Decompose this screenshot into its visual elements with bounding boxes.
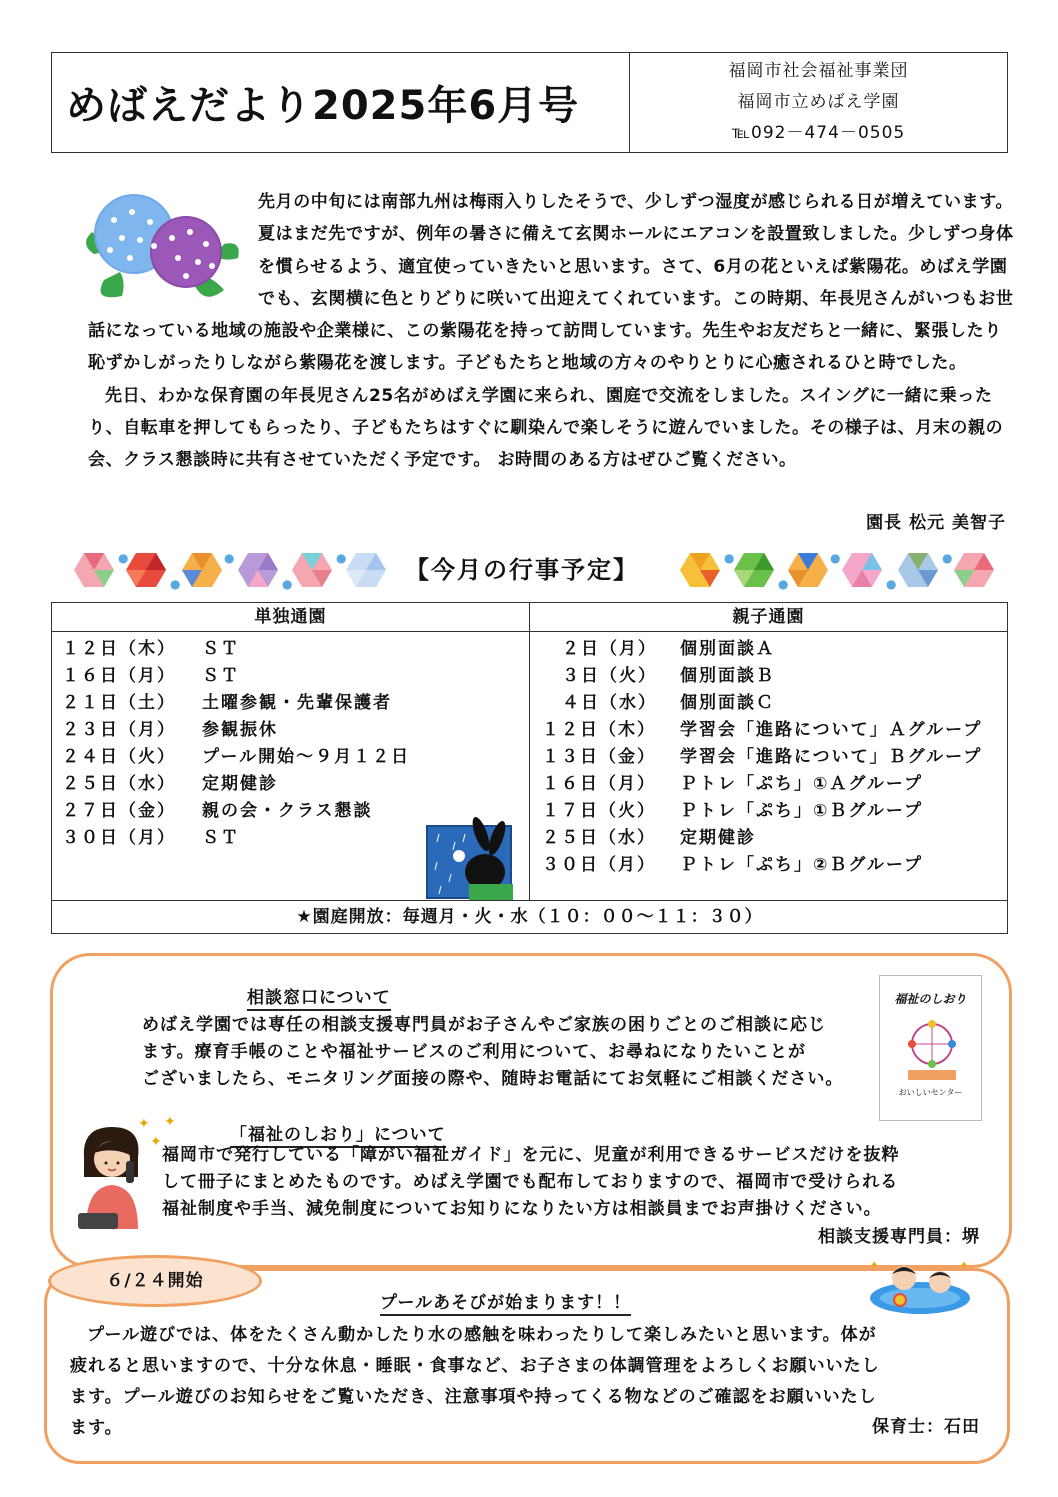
schedule-row: [530, 636, 1007, 663]
svg-text:●: ●: [724, 551, 735, 565]
event-name: 学習会「進路について」Ｂグループ: [680, 747, 983, 767]
svg-text:●: ●: [886, 577, 897, 591]
schedule-row: [52, 744, 529, 771]
svg-text:✦: ✦: [870, 1260, 879, 1271]
intro-paragraph-1: 先月の中旬には南部九州は梅雨入りしたそうで、少しずつ湿度が感じられる日が増えています。夏はまだ先ですが、例年の暑さに備えて玄関ホールにエアコンを設置致しました。少しずつ身体を慣らせるよう、適宜使っていきたいと思います。さて、6月の花といえば紫陽花。めばえ学園でも、玄関横に色とりどりに咲いて出迎えてくれています。この時期、年長児さんがいつもお世話になっている地域の施設や企業様に、この紫陽花を持って訪問しています。先生やお友だちと一緒に、緊張したり恥ずかしがったりしながら紫陽花を渡します。子どもたちと地域の方々のやりとりに心癒されるひと時でした。: [88, 192, 1014, 374]
event-name: 参観振休: [202, 720, 278, 740]
pool-heading: プールあそびが始まります！！: [380, 1288, 631, 1316]
schedule-row: [530, 825, 1007, 852]
event-name: 個別面談Ａ: [680, 639, 775, 659]
intro-section: [88, 186, 1018, 477]
event-date: ２４日（火）: [62, 747, 176, 767]
schedule-row: [530, 744, 1007, 771]
welfare-guide-text: [162, 1142, 992, 1223]
director-signature: 園長 松元 美智子: [866, 513, 1006, 533]
newsletter-title: めばえだより2025年6月号: [52, 53, 630, 152]
event-date: １２日（木）: [542, 720, 656, 740]
event-name: 個別面談Ｃ: [680, 693, 775, 713]
event-date: １６日（月）: [62, 666, 176, 686]
schedule-row: [530, 663, 1007, 690]
guide-line: 福岡市で発行している「障がい福祉ガイド」を元に、児童が利用できるサービスだけを抜粋: [162, 1145, 900, 1165]
facility-name: 福岡市立めばえ学園: [737, 92, 900, 112]
hexagon-decoration-right: [678, 548, 1000, 592]
guide-line: して冊子にまとめたものです。めばえ学園でも配布しておりますので、福岡市で受けられる: [162, 1172, 899, 1192]
event-date: ２７日（金）: [62, 801, 176, 821]
consultation-line: めばえ学園では専任の相談支援専門員がお子さんやご家族の困りごとのご相談に応じ: [142, 1015, 826, 1035]
pool-line: ます。プール遊びのお知らせをご覧いただき、注意事項や持ってくる物などのご確認をお願いいたし: [70, 1387, 877, 1407]
start-date-badge: ６/２４開始: [48, 1255, 262, 1307]
event-date: １７日（火）: [542, 801, 656, 821]
event-date: ２５日（水）: [542, 828, 656, 848]
event-name: 親の会・クラス懇談: [202, 801, 373, 821]
event-name: 土曜参観・先輩保護者: [202, 693, 392, 713]
events-schedule-table: [51, 602, 1008, 934]
schedule-row: [530, 771, 1007, 798]
garden-open-notice: ★園庭開放：毎週月・火・水（１０：００～１１：３０）: [52, 900, 1007, 933]
consultation-text: [142, 1012, 882, 1093]
schedule-row: [530, 798, 1007, 825]
event-name: 個別面談Ｂ: [680, 666, 775, 686]
event-date: １６日（月）: [542, 774, 656, 794]
consultation-line: ございましたら、モニタリング面接の際や、随時お電話にてお気軽にご相談ください。: [142, 1069, 844, 1089]
pool-line: プール遊びでは、体をたくさん動かしたり水の感触を味わったりして楽しみたいと思います。体が: [87, 1325, 877, 1345]
rabbit-rain-icon: [425, 812, 521, 900]
svg-text:✦: ✦: [960, 1260, 969, 1271]
event-date: １３日（金）: [542, 747, 656, 767]
event-name: Ｐトレ「ぷち」①Ａグループ: [680, 774, 924, 794]
svg-text:●: ●: [170, 577, 181, 591]
welfare-booklet-cover: [879, 975, 982, 1121]
schedule-row: [52, 771, 529, 798]
event-name: Ｐトレ「ぷち」①Ｂグループ: [680, 801, 924, 821]
consultation-line: ます。療育手帳のことや福祉サービスのご利用について、お尋ねになりたいことが: [142, 1042, 806, 1062]
events-title: 【今月の行事予定】: [405, 556, 639, 584]
kids-swimming-icon: [866, 1254, 974, 1316]
pool-text: [70, 1320, 1000, 1444]
event-date: ２５日（水）: [62, 774, 176, 794]
schedule-row: [52, 663, 529, 690]
pool-line: 疲れると思いますので、十分な休息・睡眠・食事など、お子さまの体調管理をよろしくお願いいたし: [70, 1356, 880, 1376]
svg-text:●: ●: [118, 551, 129, 565]
schedule-row: [52, 717, 529, 744]
sparkle-icon: ✦: [164, 1114, 176, 1130]
org-name: 福岡市社会福祉事業団: [728, 61, 909, 81]
event-name: Ｐトレ「ぷち」②Ｂグループ: [680, 855, 924, 875]
parent-child-attendance-column: [530, 603, 1007, 901]
svg-text:●: ●: [336, 551, 347, 565]
event-name: 学習会「進路について」Ａグループ: [680, 720, 983, 740]
consultation-heading: 相談窓口について: [247, 983, 391, 1011]
event-date: ３０日（月）: [542, 855, 656, 875]
parent-child-attendance-header: 親子通園: [530, 603, 1007, 632]
event-date: ４日（水）: [562, 693, 657, 713]
svg-text:●: ●: [224, 551, 235, 565]
intro-paragraph-2: 先日、わかな保育園の年長児さん25名がめばえ学園に来られ、園庭で交流をしました。スイングに一緒に乗ったり、自転車を押してもらったり、子どもたちはすぐに馴染んで楽しそうに遊んでいました。その様子は、月末の親の会、クラス懇談時に共有させていただく予定です。 お時間のある方はぜひご覧ください。: [88, 385, 1004, 471]
event-date: ２１日（土）: [62, 693, 176, 713]
schedule-row: [52, 636, 529, 663]
schedule-row: [530, 690, 1007, 717]
booklet-title: 福祉のしおり: [894, 992, 967, 1006]
event-name: 定期健診: [202, 774, 278, 794]
hexagon-decoration-left: [74, 548, 394, 592]
event-name: プール開始～９月１２日: [202, 747, 411, 767]
event-name: ＳＴ: [202, 666, 240, 686]
consultant-signature: 相談支援専門員：堺: [818, 1227, 980, 1247]
welfare-guide-heading: 「福祉のしおり」について: [230, 1120, 446, 1148]
guide-line: 福祉制度や手当、減免制度についてお知りになりたい方は相談員までお声掛けください。: [162, 1199, 882, 1219]
svg-text:●: ●: [778, 577, 789, 591]
phone-operator-icon: [72, 1117, 156, 1233]
event-date: １２日（木）: [62, 639, 176, 659]
newsletter-header: [51, 52, 1008, 153]
schedule-row: [530, 717, 1007, 744]
ferris-wheel-icon: [904, 1018, 960, 1082]
phone-number: ℡092－474－0505: [731, 123, 906, 143]
event-name: ＳＴ: [202, 639, 240, 659]
event-date: ３日（火）: [562, 666, 657, 686]
event-date: ３０日（月）: [62, 828, 176, 848]
svg-text:●: ●: [942, 551, 953, 565]
event-date: ２日（月）: [562, 639, 657, 659]
svg-text:●: ●: [830, 551, 841, 565]
event-date: ２３日（月）: [62, 720, 176, 740]
pool-line: ます。: [70, 1418, 123, 1438]
event-name: ＳＴ: [202, 828, 240, 848]
schedule-row: [530, 852, 1007, 879]
teacher-signature: 保育士：石田: [872, 1417, 980, 1437]
sparkle-icon: ✦: [138, 1116, 150, 1132]
event-name: 定期健診: [680, 828, 756, 848]
schedule-row: [52, 690, 529, 717]
svg-text:●: ●: [282, 577, 293, 591]
solo-attendance-header: 単独通園: [52, 603, 529, 632]
organization-info: [630, 53, 1007, 152]
booklet-caption: おいしいセンター: [898, 1088, 963, 1097]
sparkle-icon: ✦: [150, 1134, 162, 1150]
